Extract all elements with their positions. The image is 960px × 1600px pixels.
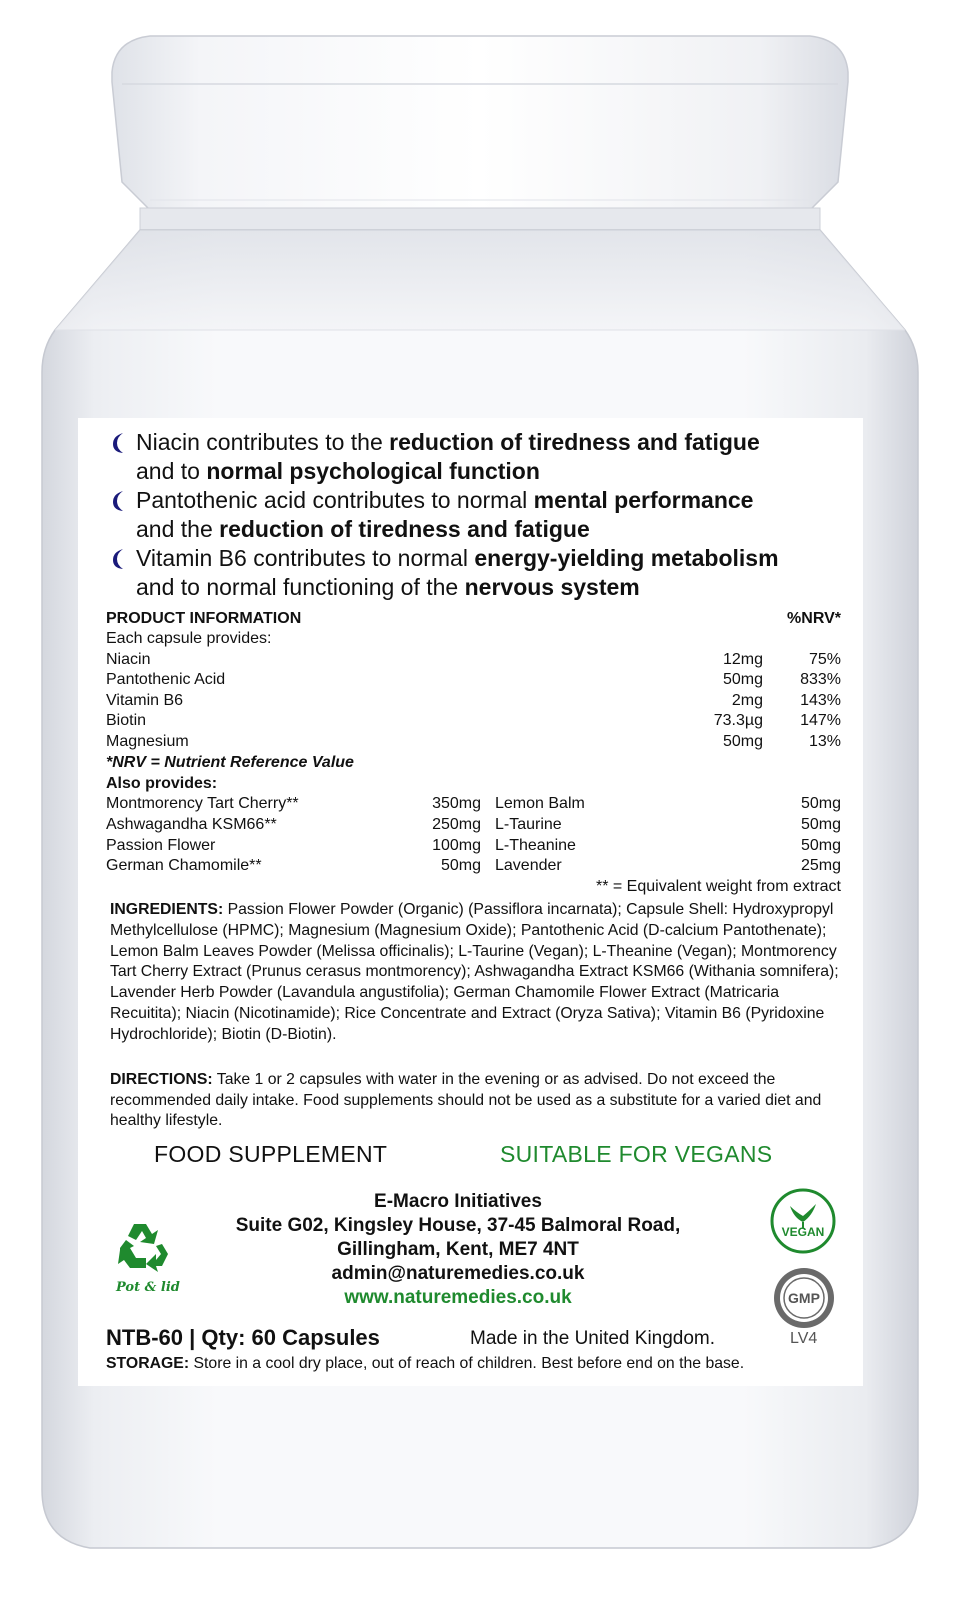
product-label bbox=[78, 418, 863, 1386]
also-provides-row bbox=[495, 815, 841, 836]
claim-line2: and to normal functioning of the nervous system bbox=[136, 574, 640, 600]
ingredient-amount: 50mg bbox=[800, 795, 841, 812]
nutrient-amount: 50mg bbox=[722, 732, 763, 750]
nutrient-row bbox=[106, 650, 841, 671]
claim-line1: Niacin contributes to the reduction of tiredness and fatigue bbox=[136, 429, 760, 455]
health-claim bbox=[108, 486, 858, 544]
health-claims bbox=[108, 428, 858, 602]
recycle-icon bbox=[112, 1218, 176, 1278]
ingredient-amount: 350mg bbox=[432, 795, 481, 812]
company-address-line2: Gillingham, Kent, ME7 4NT bbox=[337, 1239, 579, 1260]
ingredient-amount: 50mg bbox=[800, 836, 841, 854]
ingredient-name: Montmorency Tart Cherry** bbox=[106, 795, 299, 812]
nutrient-name: Niacin bbox=[106, 650, 151, 668]
storage-label: STORAGE: bbox=[106, 1355, 190, 1372]
ingredient-amount: 50mg bbox=[800, 815, 841, 833]
made-in: Made in the United Kingdom. bbox=[470, 1328, 716, 1349]
ingredient-amount: 250mg bbox=[432, 815, 481, 833]
nutrient-amount: 2mg bbox=[731, 691, 763, 709]
product-information bbox=[106, 608, 841, 897]
ingredient-name: Passion Flower bbox=[106, 836, 216, 854]
health-claim bbox=[108, 544, 858, 602]
suitable-for-vegans-label: SUITABLE FOR VEGANS bbox=[500, 1141, 773, 1167]
claim-line1: Vitamin B6 contributes to normal energy-yielding metabolism bbox=[136, 545, 779, 571]
nutrient-amount: 73.3µg bbox=[713, 712, 763, 729]
bottle-cap bbox=[112, 36, 848, 210]
nutrient-nrv: 833% bbox=[800, 671, 841, 688]
also-provides-row bbox=[106, 836, 481, 857]
directions-text: DIRECTIONS: Take 1 or 2 capsules with water in the evening or as advised. Do not exceed the recommended daily intake. Food supplements should not be used as a substitute for a varied diet and healthy lifestyle. bbox=[110, 1071, 822, 1129]
also-provides-row bbox=[106, 856, 481, 877]
ingredient-amount: 25mg bbox=[800, 857, 841, 875]
company-details bbox=[198, 1190, 718, 1310]
moon-icon bbox=[108, 431, 130, 455]
gmp-badge-icon bbox=[772, 1266, 836, 1330]
product-info-heading: PRODUCT INFORMATION bbox=[106, 610, 302, 627]
claim-line2: and the reduction of tiredness and fatigue bbox=[136, 516, 590, 542]
health-claim bbox=[108, 428, 858, 486]
nutrient-name: Pantothenic Acid bbox=[106, 671, 226, 688]
nutrient-amount: 12mg bbox=[722, 650, 763, 668]
moon-icon bbox=[108, 489, 130, 513]
ingredient-amount: 100mg bbox=[432, 836, 481, 854]
ingredient-name: German Chamomile** bbox=[106, 857, 262, 875]
nutrient-name: Biotin bbox=[106, 712, 147, 729]
nutrient-nrv: 143% bbox=[800, 691, 841, 709]
nutrient-name: Vitamin B6 bbox=[106, 691, 184, 709]
nutrient-row bbox=[106, 670, 841, 691]
ingredients-text: INGREDIENTS: Passion Flower Powder (Organic) (Passiflora incarnata); Capsule Shell: Hydroxypropyl Methylcellulose (HPMC); Magnesium (Magnesium Oxide); Pantothenic Acid (D-calcium Pantothenate); Lemon Balm Leaves Powder (Melissa officinalis); L-Taurine (Vegan); L-Theanine (Vegan); Montmorency Tart Cherry Extract (Prunus cerasus montmorency); Ashwagandha Extract KSM66 (Withania somnifera); Lavender Herb Powder (Lavandula angustifolia); German Chamomile Flower Extract (Matricaria Recuitita); Niacin (Nicotinamide); Rice Concentrate and Extract (Oryza Sativa); Vitamin B6 (Pyridoxine Hydrochloride); Biotin (D-Biotin). bbox=[110, 901, 839, 1043]
nutrient-amount: 50mg bbox=[722, 671, 763, 688]
also-provides-left bbox=[106, 794, 481, 877]
label-version: LV4 bbox=[790, 1330, 818, 1347]
each-capsule-label: Each capsule provides: bbox=[106, 630, 272, 647]
company-address-line1: Suite G02, Kingsley House, 37-45 Balmoral Road, bbox=[235, 1215, 681, 1236]
ingredient-amount: 50mg bbox=[440, 857, 481, 875]
nutrient-row bbox=[106, 691, 841, 712]
nutrient-table bbox=[106, 650, 841, 753]
also-provides-row bbox=[106, 794, 481, 815]
gmp-badge-text: GMP bbox=[788, 1290, 820, 1306]
storage-text: STORAGE: Store in a cool dry place, out of reach of children. Best before end on the base. bbox=[106, 1355, 745, 1372]
claim-line2: and to normal psychological function bbox=[136, 458, 540, 484]
recycle-logo bbox=[112, 1218, 182, 1308]
nrv-note: *NRV = Nutrient Reference Value bbox=[106, 754, 354, 771]
product-info-header bbox=[106, 608, 841, 629]
nutrient-nrv: 13% bbox=[808, 732, 841, 750]
also-provides-heading: Also provides: bbox=[106, 775, 218, 792]
claim-line1: Pantothenic acid contributes to normal mental performance bbox=[136, 487, 754, 513]
also-provides-row bbox=[495, 856, 841, 877]
nutrient-nrv: 75% bbox=[808, 650, 841, 668]
ingredient-name: Lavender bbox=[495, 857, 562, 875]
equivalent-note: ** = Equivalent weight from extract bbox=[595, 878, 841, 896]
vegan-badge-text: VEGAN bbox=[781, 1225, 825, 1239]
ingredient-name: L-Taurine bbox=[495, 815, 562, 833]
nutrient-name: Magnesium bbox=[106, 732, 189, 750]
nrv-heading: %NRV* bbox=[787, 610, 841, 627]
ingredient-name: Ashwagandha KSM66** bbox=[106, 815, 277, 833]
food-supplement-label: FOOD SUPPLEMENT bbox=[154, 1141, 388, 1167]
recycle-caption: Pot & lid bbox=[116, 1280, 180, 1295]
bottom-info-row bbox=[106, 1325, 841, 1353]
company-email: admin@naturemedies.co.uk bbox=[331, 1263, 585, 1284]
also-provides-row bbox=[106, 815, 481, 836]
directions-label: DIRECTIONS: bbox=[110, 1071, 213, 1088]
company-website: www.naturemedies.co.uk bbox=[344, 1287, 572, 1308]
ingredient-name: L-Theanine bbox=[495, 836, 576, 854]
ingredients-label: INGREDIENTS: bbox=[110, 901, 224, 918]
moon-icon bbox=[108, 547, 130, 571]
also-provides-row bbox=[495, 836, 841, 857]
nutrient-row bbox=[106, 711, 841, 732]
ingredient-name: Lemon Balm bbox=[495, 795, 585, 812]
also-provides-right bbox=[481, 794, 841, 877]
also-provides-row bbox=[495, 794, 841, 815]
company-name: E-Macro Initiatives bbox=[374, 1191, 542, 1212]
sku-quantity: NTB-60 | Qty: 60 Capsules bbox=[106, 1325, 380, 1350]
also-provides-table bbox=[106, 794, 841, 877]
nutrient-nrv: 147% bbox=[800, 712, 841, 729]
nutrient-row bbox=[106, 732, 841, 753]
vegan-badge-icon bbox=[770, 1188, 836, 1254]
